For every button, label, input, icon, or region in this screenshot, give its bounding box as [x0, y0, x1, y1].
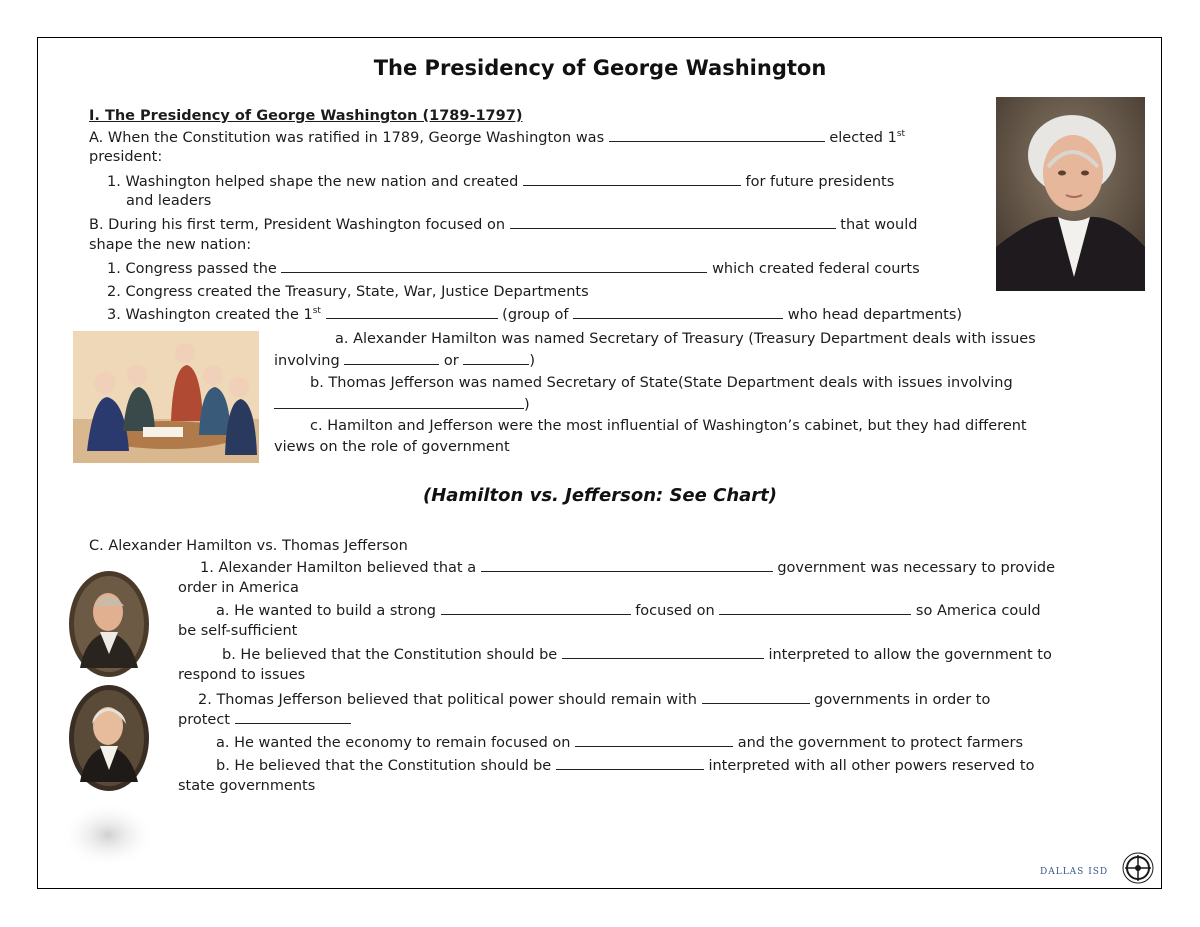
blank-ja1[interactable] [575, 732, 733, 747]
line-j1 [198, 689, 990, 710]
faded-shadow-svg [58, 800, 158, 870]
chart-note: (Hamilton vs. Jefferson: See Chart) [423, 485, 777, 506]
blank-hb1[interactable] [562, 644, 764, 659]
washington-portrait-svg [996, 97, 1145, 291]
line-b-3 [107, 304, 962, 325]
line-ja1-end: and the government to protect farmers [737, 735, 1024, 751]
cabinet-painting-svg [73, 331, 259, 463]
blank-jb1[interactable] [556, 755, 704, 770]
line-b1 [89, 214, 917, 235]
line-b-2: 2. Congress created the Treasury, State, War, Justice Departments [107, 284, 589, 300]
line-jb1 [216, 755, 1034, 776]
line-b-3-end: who head departments) [787, 307, 963, 323]
dallas-isd-logo [1040, 852, 1158, 884]
line-hamilton-treasury-2-start: involving [274, 353, 340, 369]
hamilton-portrait-svg [68, 570, 150, 678]
line-b-3-text: 3. Washington created the 1 [107, 307, 313, 323]
line-h1b: order in America [178, 580, 299, 596]
blank-j1b[interactable] [235, 709, 351, 724]
page-title: The Presidency of George Washington [373, 56, 827, 80]
line-b-3-mid: (group of [502, 307, 569, 323]
line-ja1 [216, 732, 1023, 753]
line-a-1a-end: for future presidents [745, 174, 895, 190]
line-hamilton-treasury-2-end: ) [529, 353, 536, 369]
line-influential-2: views on the role of government [274, 439, 510, 455]
line-j1-text: 2. Thomas Jefferson believed that political power should remain with [198, 692, 697, 708]
blank-state[interactable] [274, 394, 524, 409]
line-b-1-text: 1. Congress passed the [107, 261, 277, 277]
line-h1-text: 1. Alexander Hamilton believed that a [200, 560, 477, 576]
line-hamilton-treasury-2 [274, 350, 535, 371]
blank-j1[interactable] [702, 689, 810, 704]
jefferson-portrait-svg [68, 684, 150, 792]
section-1-heading: I. The Presidency of George Washington (1789-1797) [89, 108, 523, 124]
line-ha1-end: so America could [915, 603, 1041, 619]
line-b-1 [107, 258, 920, 279]
line-jefferson-state-1: b. Thomas Jefferson was named Secretary of State(State Department deals with issues involving [310, 375, 1013, 391]
line-hb1-end: interpreted to allow the government to [768, 647, 1052, 663]
blank-treasury-1[interactable] [344, 350, 439, 365]
faded-shadow [58, 800, 158, 870]
line-jb1-end: interpreted with all other powers reserved to [708, 758, 1035, 774]
line-hamilton-treasury-2-or: or [443, 353, 459, 369]
logo-text: DALLAS ISD [1040, 867, 1109, 877]
line-h1 [200, 557, 1055, 578]
line-a-1b: and leaders [126, 193, 212, 209]
line-jb1-text: b. He believed that the Constitution should be [216, 758, 552, 774]
blank-h1[interactable] [481, 557, 773, 572]
blank-b-3b[interactable] [573, 304, 783, 319]
blank-b-1[interactable] [281, 258, 707, 273]
line-b1-end: that would [840, 217, 918, 233]
blank-a1[interactable] [609, 127, 825, 142]
cabinet-painting [73, 331, 259, 463]
line-a1-text: A. When the Constitution was ratified in 1789, George Washington was [89, 130, 605, 146]
line-b1-text: B. During his first term, President Washington focused on [89, 217, 506, 233]
line-ha1 [216, 600, 1041, 621]
line-j1b-text: protect [178, 712, 230, 728]
line-influential-1: c. Hamilton and Jefferson were the most influential of Washington’s cabinet, but they had different [310, 418, 1027, 434]
line-ja1-text: a. He wanted the economy to remain focused on [216, 735, 571, 751]
line-jefferson-state-2-end: ) [524, 397, 530, 413]
line-hamilton-treasury-1: a. Alexander Hamilton was named Secretary of Treasury (Treasury Department deals with issues [335, 331, 1036, 347]
line-b-1-end: which created federal courts [712, 261, 920, 277]
line-j1-end: governments in order to [814, 692, 991, 708]
blank-b-3a[interactable] [326, 304, 498, 319]
line-a1-sup: st [896, 129, 906, 140]
blank-ha1a[interactable] [441, 600, 631, 615]
line-ha1-mid: focused on [635, 603, 715, 619]
line-hb2: respond to issues [178, 667, 306, 683]
line-a2: president: [89, 149, 163, 165]
compass-seal-icon [1122, 852, 1154, 884]
line-jefferson-state-2 [274, 394, 530, 415]
line-h1-end: government was necessary to provide [777, 560, 1056, 576]
line-ha2: be self-sufficient [178, 623, 298, 639]
line-a-1a [107, 171, 894, 192]
line-hb1-text: b. He believed that the Constitution should be [222, 647, 558, 663]
jefferson-portrait [68, 684, 150, 792]
line-hb1 [222, 644, 1052, 665]
line-ha1-text: a. He wanted to build a strong [216, 603, 436, 619]
line-b-3-sup: st [312, 306, 321, 317]
line-a1 [89, 127, 905, 148]
blank-a-1a[interactable] [523, 171, 741, 186]
blank-treasury-2[interactable] [463, 350, 529, 365]
blank-b1[interactable] [510, 214, 836, 229]
line-a1-end: elected 1 [829, 130, 897, 146]
line-j1b [178, 709, 351, 730]
line-b2: shape the new nation: [89, 237, 252, 253]
line-jb2: state governments [178, 778, 316, 794]
section-c-heading: C. Alexander Hamilton vs. Thomas Jefferson [89, 538, 408, 554]
hamilton-portrait [68, 570, 150, 678]
washington-portrait [996, 97, 1145, 291]
line-a-1a-text: 1. Washington helped shape the new nation and created [107, 174, 519, 190]
blank-ha1b[interactable] [719, 600, 911, 615]
